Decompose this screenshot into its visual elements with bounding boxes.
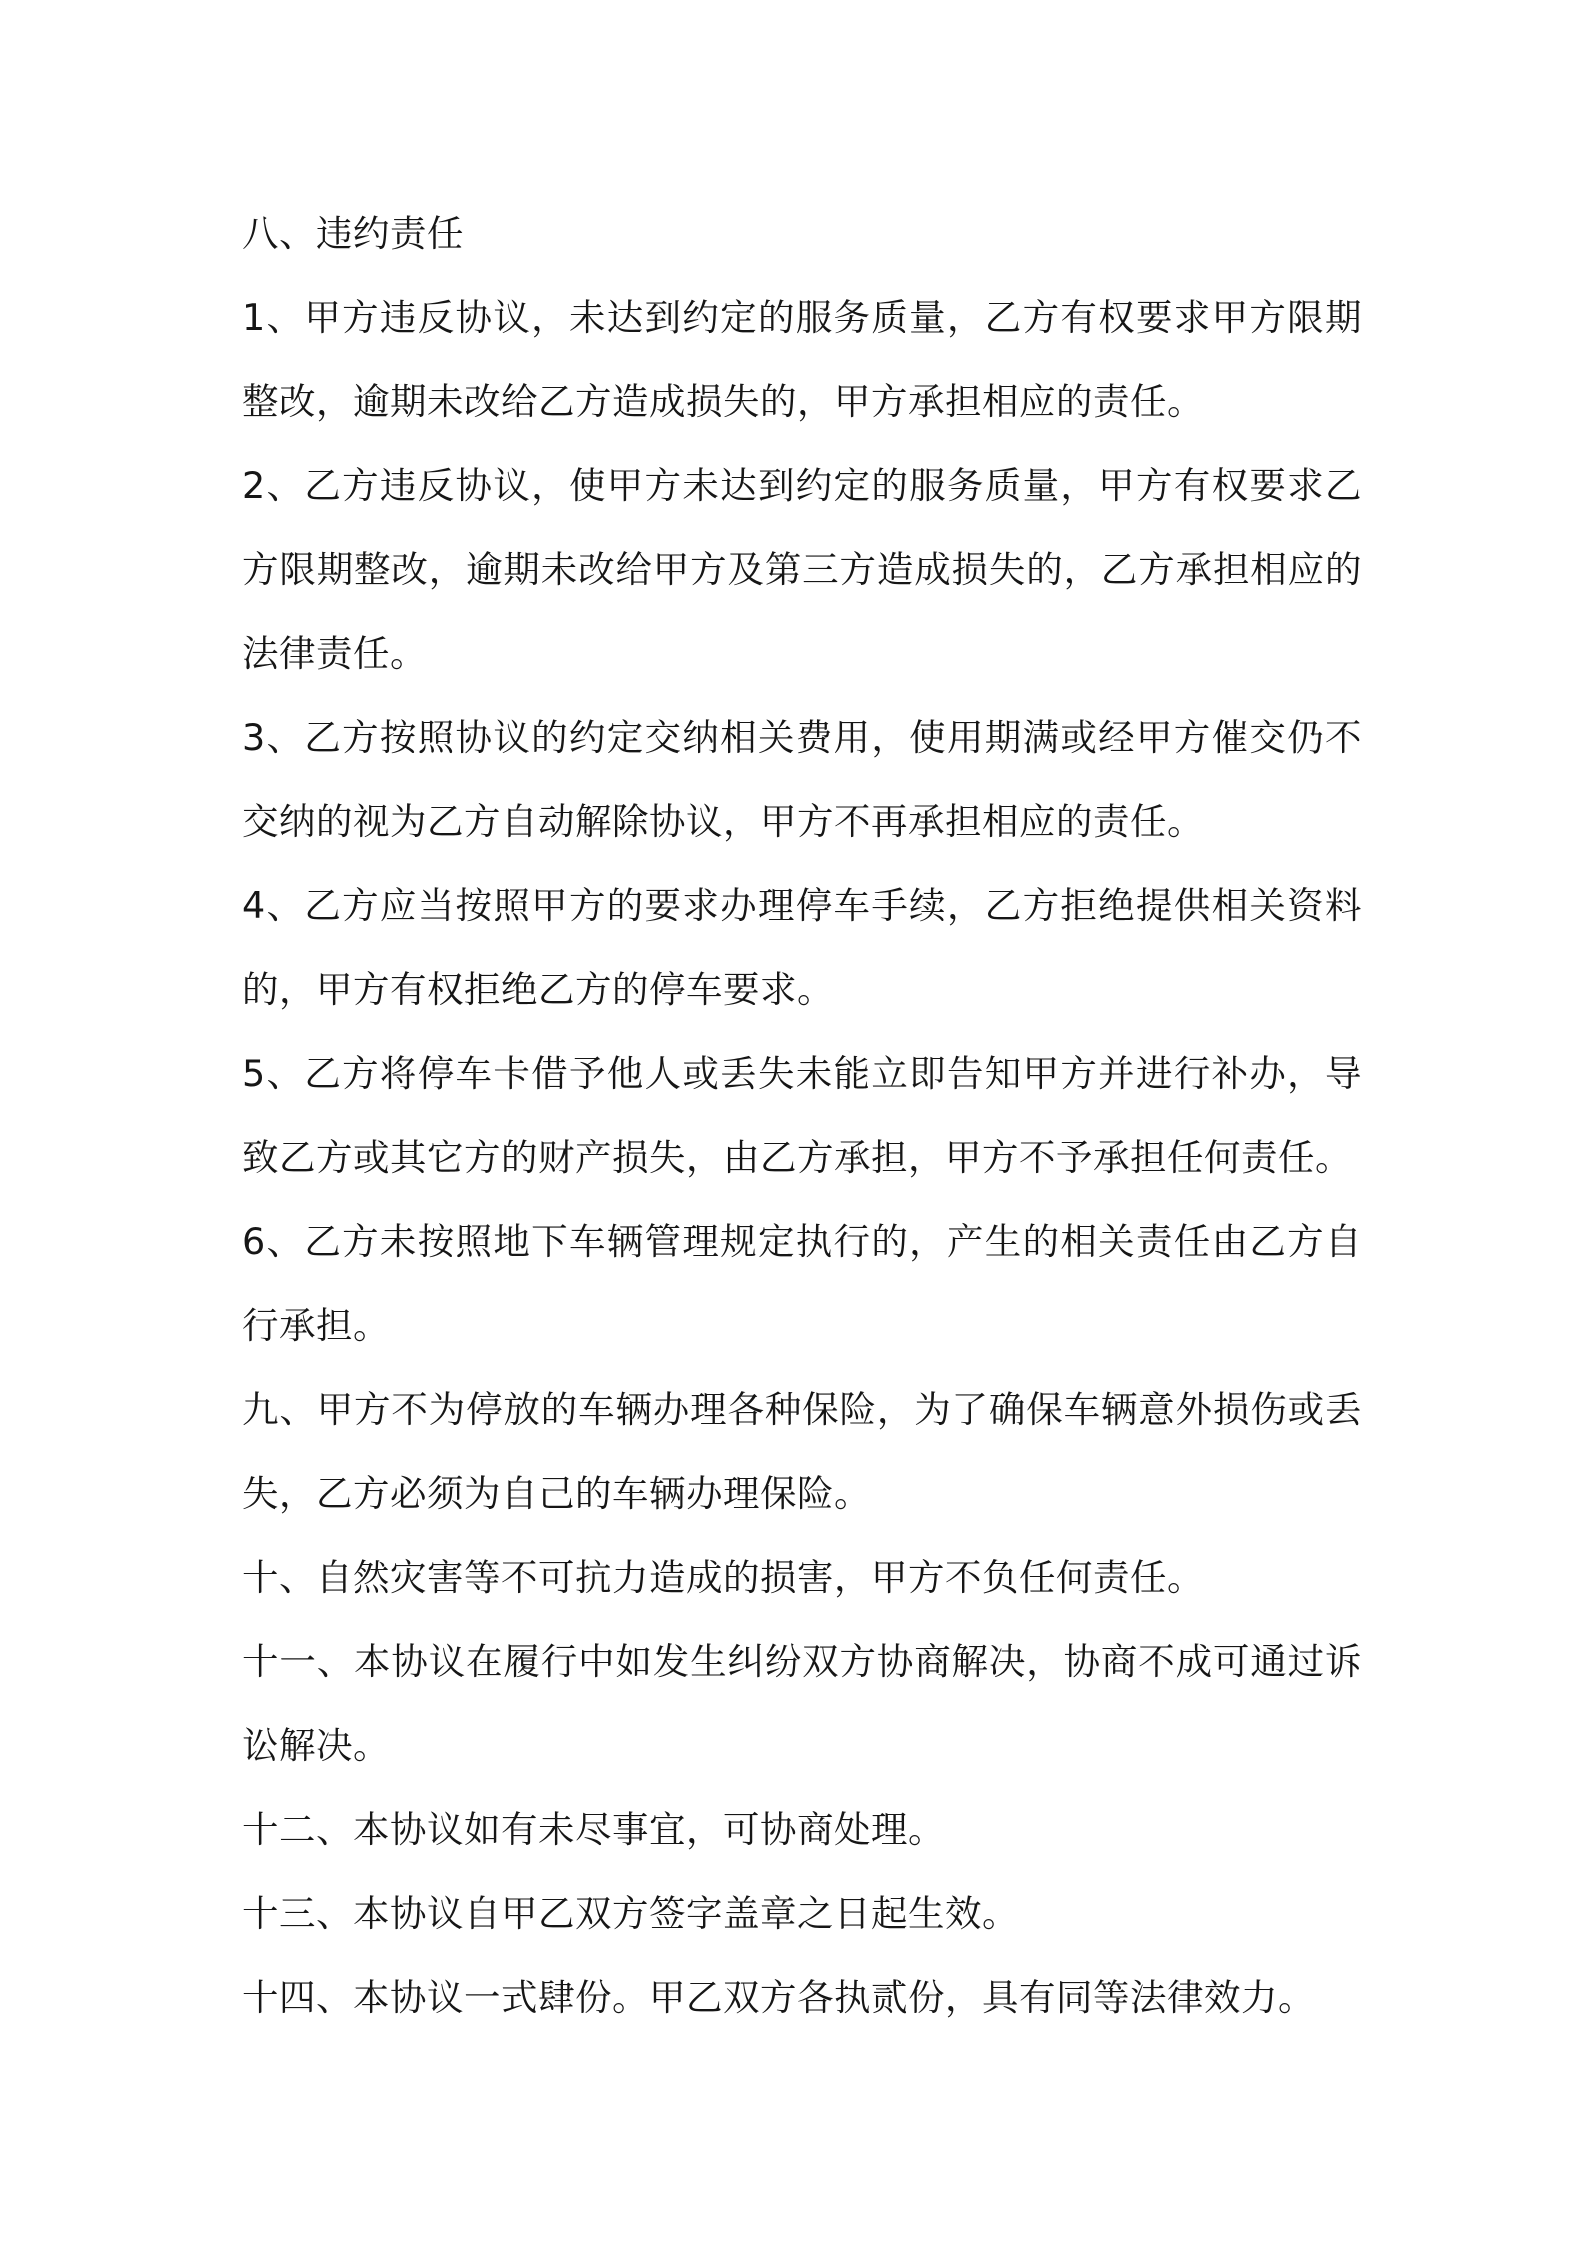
document-page [242,192,1362,2040]
clause-4: 4、乙方应当按照甲方的要求办理停车手续，乙方拒绝提供相关资料的，甲方有权拒绝乙方的停车要求。 [242,884,1362,1011]
section-14-copies: 十四、本协议一式肆份。甲乙双方各执贰份，具有同等法律效力。 [242,1976,1315,2019]
clause-3: 3、乙方按照协议的约定交纳相关费用，使用期满或经甲方催交仍不交纳的视为乙方自动解除协议，甲方不再承担相应的责任。 [242,716,1362,843]
clause-6: 6、乙方未按照地下车辆管理规定执行的，产生的相关责任由乙方自行承担。 [242,1220,1362,1347]
clause-2: 2、乙方违反协议，使甲方未达到约定的服务质量，甲方有权要求乙方限期整改，逾期未改给甲方及第三方造成损失的，乙方承担相应的法律责任。 [242,464,1362,675]
section-9-insurance: 九、甲方不为停放的车辆办理各种保险，为了确保车辆意外损伤或丢失，乙方必须为自己的车辆办理保险。 [242,1388,1362,1515]
section-heading-liability: 八、违约责任 [242,212,464,255]
clause-1: 1、甲方违反协议，未达到约定的服务质量，乙方有权要求甲方限期整改，逾期未改给乙方造成损失的，甲方承担相应的责任。 [242,296,1362,423]
section-10-force-majeure: 十、自然灾害等不可抗力造成的损害，甲方不负任何责任。 [242,1556,1204,1599]
section-11-disputes: 十一、本协议在履行中如发生纠纷双方协商解决，协商不成可通过诉讼解决。 [242,1640,1362,1767]
clause-5: 5、乙方将停车卡借予他人或丢失未能立即告知甲方并进行补办，导致乙方或其它方的财产损失，由乙方承担，甲方不予承担任何责任。 [242,1052,1362,1179]
section-13-effective-date: 十三、本协议自甲乙双方签字盖章之日起生效。 [242,1892,1019,1935]
section-12-other-matters: 十二、本协议如有未尽事宜，可协商处理。 [242,1808,945,1851]
